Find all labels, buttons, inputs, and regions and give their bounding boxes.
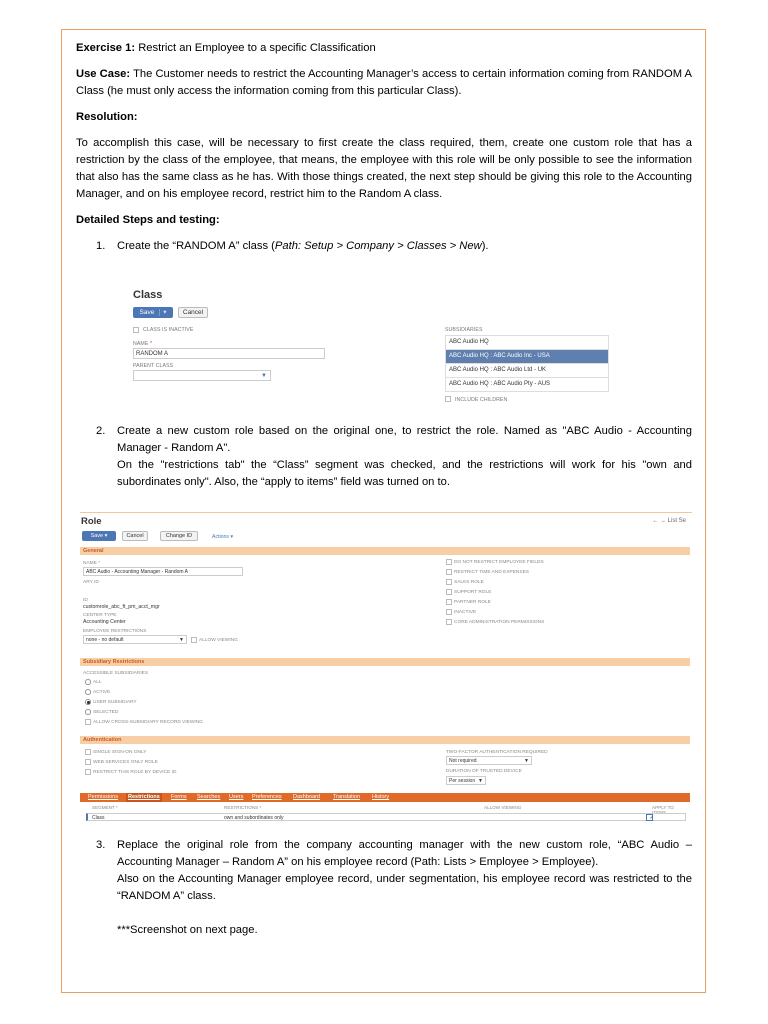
step-1: 1. Create the “RANDOM A” class (Path: Setup > Company > Classes > New).: [96, 240, 489, 252]
apply-to-items-checkbox[interactable]: [646, 814, 653, 821]
steps-list: [76, 238, 692, 255]
tab-history[interactable]: History: [372, 794, 390, 800]
save-dropdown-icon[interactable]: ▾: [159, 309, 166, 316]
checkbox[interactable]: [85, 759, 91, 765]
radio-user-subsidiary[interactable]: [85, 699, 91, 705]
include-children-label: INCLUDE CHILDREN: [455, 397, 508, 403]
subsidiary-option[interactable]: ABC Audio HQ: [445, 335, 609, 350]
radio-selected[interactable]: [85, 709, 91, 715]
actions-menu[interactable]: Actions ▾: [212, 534, 234, 540]
class-inactive-label: CLASS IS INACTIVE: [143, 327, 194, 333]
include-children-checkbox[interactable]: [445, 396, 451, 402]
tab-restrictions[interactable]: Restrictions: [128, 794, 160, 800]
duration-select[interactable]: Per session ▼: [446, 776, 486, 785]
cross-subsidiary-checkbox[interactable]: [85, 719, 91, 725]
checkbox[interactable]: [446, 619, 452, 625]
class-form-title: Class: [133, 289, 163, 301]
tab-translation[interactable]: Translation: [333, 794, 361, 800]
step-3-block: [76, 837, 692, 939]
role-top-rule: [80, 512, 692, 513]
use-case-paragraph: Use Case: The Customer needs to restrict the Accounting Manager’s access to certain information coming from RANDOM A Class (he must only access the information coming from this particular Class).: [76, 68, 693, 97]
change-id-button[interactable]: Change ID: [160, 531, 198, 541]
radio-active[interactable]: [85, 689, 91, 695]
checkbox[interactable]: [446, 599, 452, 605]
general-section-header[interactable]: General: [80, 547, 690, 555]
subtab-bar: [80, 793, 690, 802]
column-apply-to-items: APPLY TO: [652, 805, 674, 810]
two-factor-label: TWO-FACTOR AUTHENTICATION REQUIRED: [446, 750, 548, 755]
tab-preferences[interactable]: Preferences: [252, 794, 282, 800]
save-dropdown-icon[interactable]: ▾: [104, 533, 108, 539]
chevron-down-icon: ▼: [478, 778, 483, 784]
step-2: 2. Create a new custom role based on the original one, to restrict the role. Named as "ABC Audio - Accounting Manager - Random A". On the "restrictions tab" the “Class” segment was checked, and the restrictions will work for his "own and subordinates only". Also, the “apply to items” field was turned on to.: [96, 425, 692, 488]
role-form-screenshot: Role ← → List Se Save ▾ Cancel Change ID Actions ▾ General NAME * ABC Audio - Accounting Manager - Random A ARY ID ID customrole_abc_ft_pm_acct_mgr CENTER TYPE Accounting Center EMPLOYEE RESTRICTIONS none - no default ▼ ALLOW VIEWING DO NOT RESTRICT EMPLOYEE FIELDS RESTRICT TIME AND EXPENSES SALES ROLE SUPPORT ROLE PARTNER ROLE INACTIVE CORE ADMINISTRATION PERMISSIONS Subsidiary Restrictions ACCESSIBLE SUBSIDIARIES ALL ACTIVE USER SUBSIDIARY SELECTED ALLOW CROSS-SUBSIDIARY RECORD VIEWING Authentication SINGLE SIGN-ON ONLY WEB SERVICES ONLY ROLE RESTRICT THIS ROLE BY DEVICE ID TWO-FACTOR AUTHENTICATION REQUIRED Not required ▼ DURATION OF TRUSTED DEVICE Per session ▼ Permissions Restrictions Forms Searches Users Preferences Dashboard Translation History SEGMENT * RESTRICTIONS * ALLOW VIEWING APPLY TO Class own and subordinates only ✓: [80, 512, 692, 832]
checkbox[interactable]: [85, 769, 91, 775]
authentication-header[interactable]: Authentication: [80, 736, 690, 744]
document-body: [76, 40, 692, 255]
resolution-heading: Resolution:: [76, 111, 138, 123]
cancel-button[interactable]: Cancel: [178, 307, 208, 318]
tab-permissions[interactable]: Permissions: [88, 794, 118, 800]
column-segment: SEGMENT *: [92, 805, 118, 810]
column-allow-viewing: ALLOW VIEWING: [484, 805, 522, 810]
checkbox[interactable]: [446, 589, 452, 595]
id-value: customrole_abc_ft_pm_acct_mgr: [83, 604, 160, 610]
chevron-down-icon: ▼: [179, 637, 184, 643]
tab-forms[interactable]: Forms: [171, 794, 187, 800]
radio-all[interactable]: [85, 679, 91, 685]
checkbox[interactable]: [446, 579, 452, 585]
table-row[interactable]: [86, 813, 686, 821]
column-restrictions: RESTRICTIONS *: [224, 805, 262, 810]
parent-class-select[interactable]: [133, 370, 271, 381]
role-form-title: Role: [81, 516, 102, 527]
name-input[interactable]: RANDOM A: [133, 348, 325, 359]
detailed-steps-heading: Detailed Steps and testing:: [76, 214, 220, 226]
role-name-label: NAME *: [83, 561, 101, 566]
name-label: NAME *: [133, 341, 153, 347]
subsidiary-option[interactable]: ABC Audio HQ : ABC Audio Pty - AUS: [445, 378, 609, 392]
role-name-input[interactable]: ABC Audio - Accounting Manager - Random A: [83, 567, 243, 576]
checkbox[interactable]: [446, 559, 452, 565]
allow-viewing-label: ALLOW VIEWING: [199, 638, 238, 643]
subsidiaries-label: SUBSIDIARIES: [445, 327, 483, 333]
two-factor-select[interactable]: Not required ▼: [446, 756, 532, 765]
segment-cell: Class: [92, 815, 105, 821]
checkbox[interactable]: [85, 749, 91, 755]
center-type-value: Accounting Center: [83, 619, 126, 625]
checkmark-icon: ✓: [649, 815, 654, 821]
class-form-screenshot: [130, 287, 560, 409]
role-cancel-button[interactable]: Cancel: [122, 531, 148, 541]
tab-dashboard[interactable]: Dashboard: [293, 794, 320, 800]
employee-restrictions-label: EMPLOYEE RESTRICTIONS: [83, 629, 147, 634]
parent-class-label: PARENT CLASS: [133, 363, 174, 369]
record-navigation[interactable]: ← → List Se: [652, 518, 686, 524]
tab-searches[interactable]: Searches: [197, 794, 221, 800]
step-2-block: [76, 423, 692, 491]
duration-label: DURATION OF TRUSTED DEVICE: [446, 769, 522, 774]
ary-id-label: ARY ID: [83, 580, 99, 585]
subsidiaries-list[interactable]: [445, 335, 609, 392]
exercise-heading: Exercise 1: Restrict an Employee to a specific Classification: [76, 42, 376, 54]
class-inactive-checkbox[interactable]: [133, 327, 139, 333]
save-button[interactable]: Save ▾: [133, 307, 173, 318]
employee-restrictions-select[interactable]: none - no default ▼: [83, 635, 187, 644]
chevron-down-icon: ▼: [524, 758, 529, 764]
center-type-label: CENTER TYPE: [83, 613, 117, 618]
chevron-down-icon: ▼: [261, 373, 267, 379]
restrictions-grid-header: [86, 805, 686, 812]
resolution-paragraph: To accomplish this case, will be necessary to first create the class required, them, create one custom role that has a restriction by the class of the employee, that means, the employee with this role will be only possible to see the information that also has the same class as he has. With those things created, the next step should be giving this role to the Accounting Manager, and on his employee record, restrict him to the Random A class.: [76, 137, 692, 200]
subsidiary-option[interactable]: ABC Audio HQ : ABC Audio Ltd - UK: [445, 364, 609, 378]
restriction-cell: own and subordinates only: [224, 815, 284, 821]
checkbox[interactable]: [446, 569, 452, 575]
id-label: ID: [83, 598, 88, 603]
step-3: 3. Replace the original role from the company accounting manager with the new custom role, “ABC Audio – Accounting Manager – Random A” on his employee record (Path: Lists > Employee > Employee). Also on the Accounting Manager employee record, under segmentation, his employee record was restricted to the “RANDOM A” class. ***Screenshot on next page.: [96, 839, 692, 936]
subsidiary-option-selected[interactable]: ABC Audio HQ : ABC Audio Inc - USA: [445, 350, 609, 364]
accessible-subsidiaries-label: ACCESSIBLE SUBSIDIARIES: [83, 671, 149, 676]
subsidiary-restrictions-header[interactable]: Subsidiary Restrictions: [80, 658, 690, 666]
checkbox[interactable]: [446, 609, 452, 615]
role-save-button[interactable]: Save ▾: [82, 531, 116, 541]
allow-viewing-checkbox[interactable]: [191, 637, 197, 643]
tab-users[interactable]: Users: [229, 794, 244, 800]
